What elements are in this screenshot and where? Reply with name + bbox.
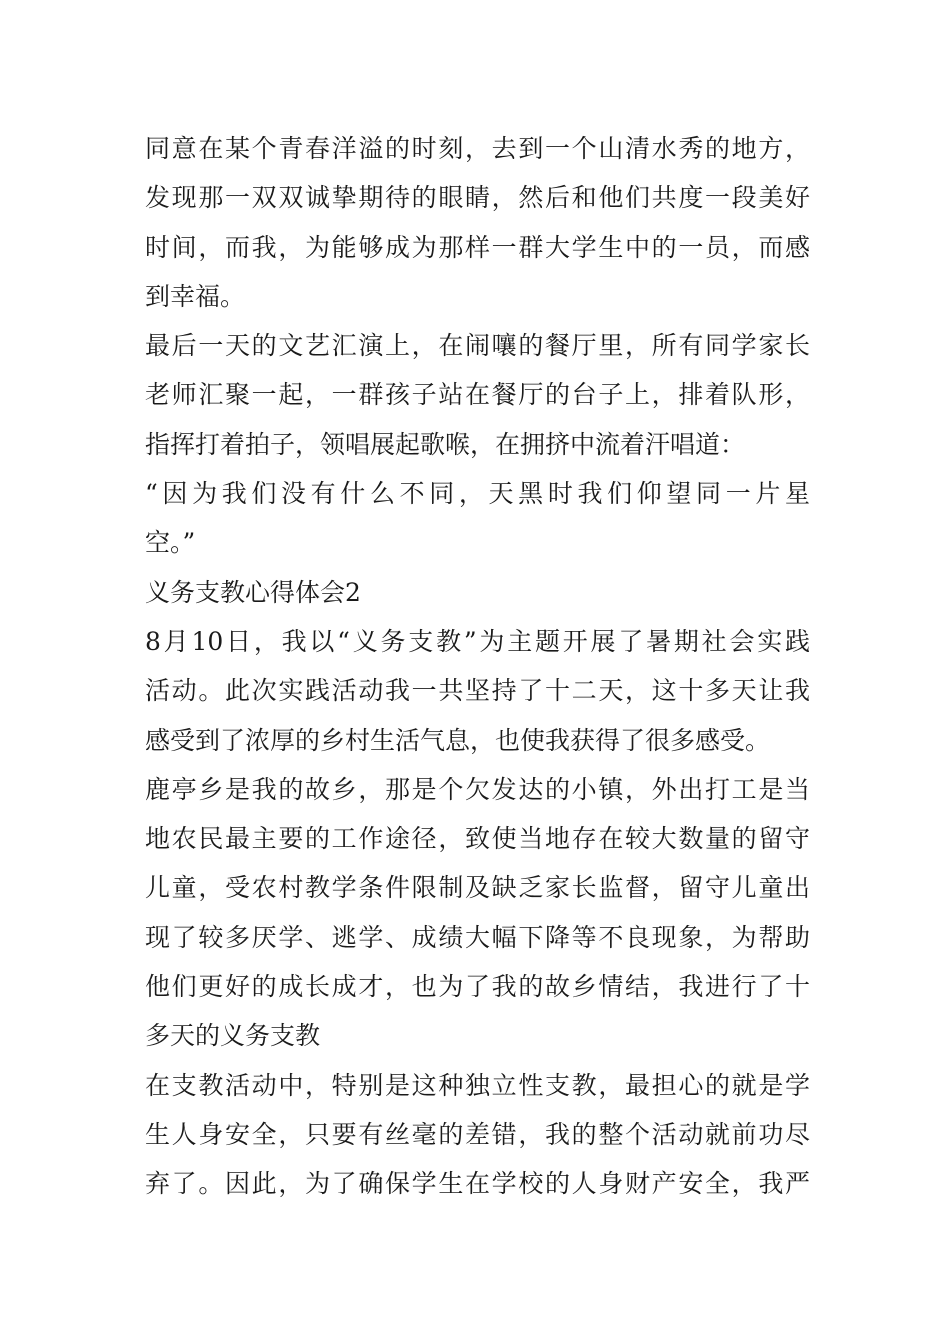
text-line-15: 地农民最主要的工作途径，致使当地存在较大数量的留守 [145, 824, 810, 854]
text-line-11: 8月10日，我以“义务支教”为主题开展了暑期社会实践 [145, 626, 810, 656]
text-line-18: 他们更好的成长成才，也为了我的故乡情结，我进行了十 [145, 972, 810, 1002]
text-line-16: 儿童，受农村教学条件限制及缺乏家长监督，留守儿童出 [145, 873, 810, 903]
text-line-12: 活动。此次实践活动我一共坚持了十二天，这十多天让我 [145, 676, 810, 706]
text-line-1: 同意在某个青春洋溢的时刻，去到一个山清水秀的地方， [145, 134, 810, 163]
text-line-2: 发现那一双双诚挚期待的眼睛，然后和他们共度一段美好 [145, 183, 810, 213]
section-heading: 义务支教心得体会2 [145, 577, 361, 607]
text-line-5: 最后一天的文艺汇演上，在闹嚷的餐厅里，所有同学家长 [145, 331, 810, 361]
text-line-3: 时间，而我，为能够成为那样一群大学生中的一员，而感 [145, 232, 810, 262]
text-line-13: 感受到了浓厚的乡村生活气息，也使我获得了很多感受。 [145, 725, 771, 755]
text-line-7: 指挥打着拍子，领唱展起歌喉，在拥挤中流着汗唱道： [145, 429, 746, 459]
text-line-17: 现了较多厌学、逃学、成绩大幅下降等不良现象，为帮助 [145, 922, 810, 952]
text-line-8: “因为我们没有什么不同，天黑时我们仰望同一片星 [145, 479, 810, 509]
text-line-19: 多天的义务支教 [145, 1021, 321, 1051]
document-body [145, 124, 810, 1209]
text-line-20: 在支教活动中，特别是这种独立性支教，最担心的就是学 [145, 1070, 810, 1100]
text-line-6: 老师汇聚一起，一群孩子站在餐厅的台子上，排着队形， [145, 380, 810, 410]
text-line-14: 鹿亭乡是我的故乡，那是个欠发达的小镇，外出打工是当 [145, 774, 810, 804]
text-line-4: 到幸福。 [145, 281, 246, 311]
text-line-22: 弃了。因此，为了确保学生在学校的人身财产安全，我严 [145, 1169, 810, 1199]
text-line-21: 生人身安全，只要有丝毫的差错，我的整个活动就前功尽 [145, 1119, 810, 1149]
text-line-9: 空。” [145, 528, 196, 558]
